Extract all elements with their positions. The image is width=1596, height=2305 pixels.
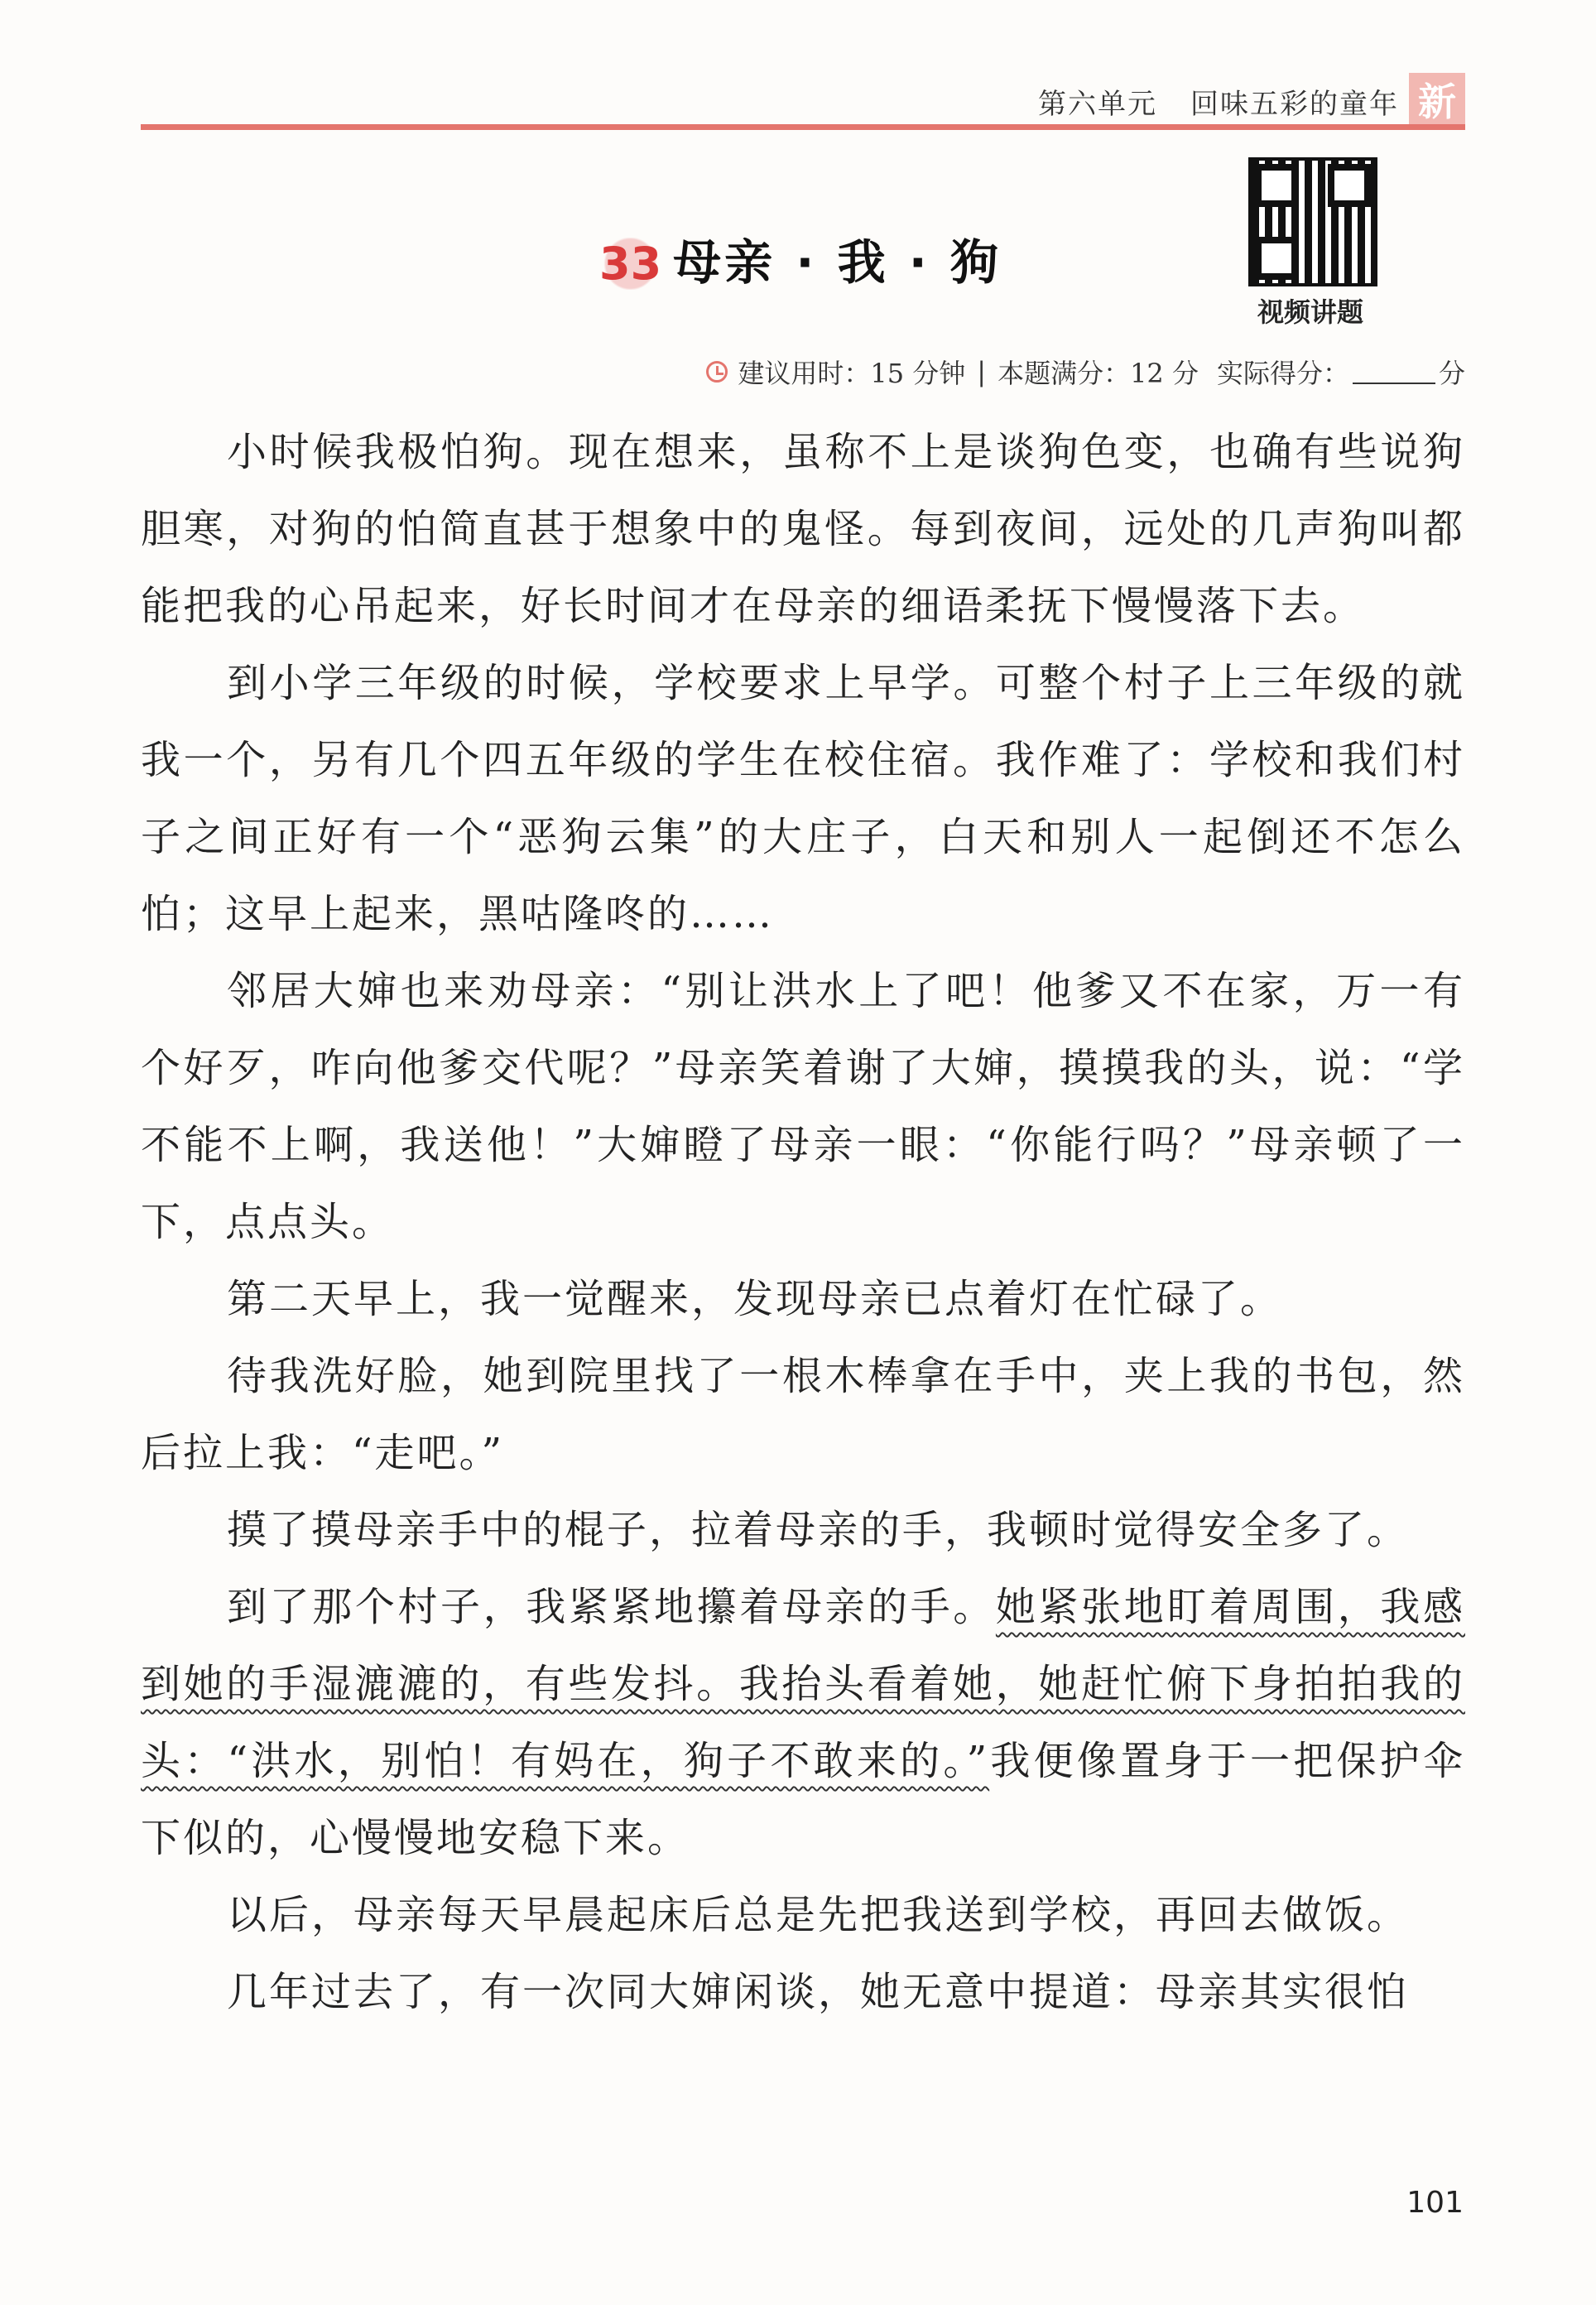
wavy-underlined-text: 她紧张地盯着周围，我感到她的手湿漉漉的，有些发抖。我抬头看着她，她赶忙俯下身拍拍我的头：“洪水，别怕！有妈在，狗子不敢来的。” xyxy=(141,1584,1465,1784)
lesson-number: 33 xyxy=(594,238,666,290)
header-corner-mark: 新 xyxy=(1409,73,1465,126)
actual-score-unit: 分 xyxy=(1438,358,1465,389)
paragraph: 邻居大婶也来劝母亲：“别让洪水上了吧！他爹又不在家，万一有个好歹，咋向他爹交代呢？”母亲笑着谢了大婶，摸摸我的头，说：“学不能不上啊，我送他！”大婶瞪了母亲一眼：“你能行吗？”母亲顿了一下，点点头。 xyxy=(141,968,1465,1245)
qr-label: 视频讲题 xyxy=(1257,296,1363,328)
unit-title: 回味五彩的童年 xyxy=(1190,88,1399,121)
paragraph: 待我洗好脸，她到院里找了一根木棒拿在手中，夹上我的书包，然后拉上我：“走吧。” xyxy=(141,1353,1465,1476)
paragraph-underlined: 到了那个村子，我紧紧地攥着母亲的手。她紧张地盯着周围，我感到她的手湿漉漉的，有些发抖。我抬头看着她，她赶忙俯下身拍拍我的头：“洪水，别怕！有妈在，狗子不敢来的。”我便像置身于一把保护伞下似的，心慢慢地安稳下来。 xyxy=(141,1584,1465,1861)
lesson-title-text: 母亲 · 我 · 狗 xyxy=(673,234,1002,291)
suggested-time: 建议用时：15 分钟 xyxy=(738,358,966,389)
header-title xyxy=(1038,81,1399,122)
page-header xyxy=(141,73,1465,131)
exercise-meta: 建议用时：15 分钟 | 本题满分：12 分 实际得分： 分 xyxy=(706,353,1465,391)
article-body xyxy=(141,414,1465,2031)
header-divider xyxy=(141,124,1465,130)
paragraph: 第二天早上，我一觉醒来，发现母亲已点着灯在忙碌了。 xyxy=(227,1276,1283,1322)
qr-code-icon[interactable] xyxy=(1248,157,1377,286)
page-number: 101 xyxy=(1406,2186,1464,2220)
paragraph: 小时候我极怕狗。现在想来，虽称不上是谈狗色变，也确有些说狗胆寒，对狗的怕简直甚于想象中的鬼怪。每到夜间，远处的几声狗叫都能把我的心吊起来，好长时间才在母亲的细语柔抚下慢慢落下去。 xyxy=(141,429,1465,629)
paragraph: 摸了摸母亲手中的棍子，拉着母亲的手，我顿时觉得安全多了。 xyxy=(227,1507,1410,1553)
paragraph: 到小学三年级的时候，学校要求上早学。可整个村子上三年级的就我一个，另有几个四五年级的学生在校住宿。我作难了：学校和我们村子之间正好有一个“恶狗云集”的大庄子，白天和别人一起倒还不怎么怕；这早上起来，黑咕隆咚的…… xyxy=(141,660,1465,937)
full-score: 本题满分：12 分 xyxy=(997,358,1199,389)
actual-score-field[interactable] xyxy=(1353,359,1435,384)
paragraph: 以后，母亲每天早晨起床后总是先把我送到学校，再回去做饭。 xyxy=(227,1892,1410,1938)
unit-label: 第六单元 xyxy=(1038,88,1157,121)
clock-icon xyxy=(706,361,728,383)
actual-score-label: 实际得分： xyxy=(1216,358,1349,389)
paragraph: 几年过去了，有一次同大婶闲谈，她无意中提道：母亲其实很怕 xyxy=(227,1969,1410,2015)
